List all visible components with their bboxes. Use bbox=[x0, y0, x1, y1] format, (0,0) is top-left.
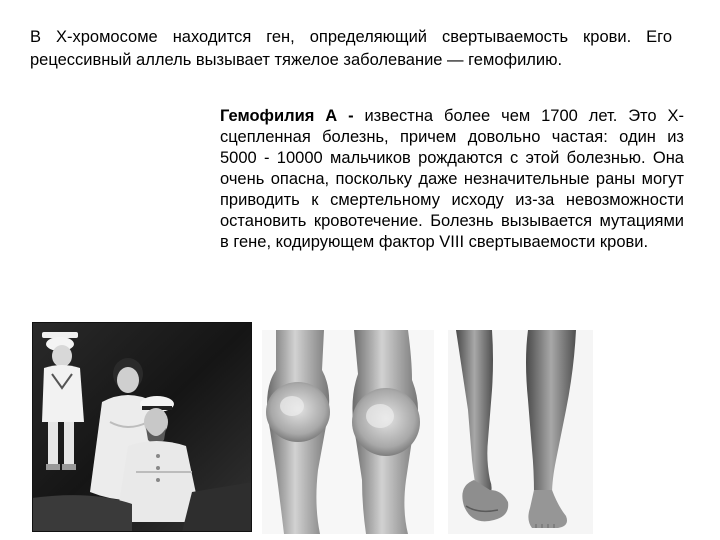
hemophilia-paragraph bbox=[220, 106, 684, 253]
family-photo bbox=[32, 322, 252, 532]
deformed-legs-photo bbox=[448, 330, 593, 534]
intro-paragraph: В Х-хромосоме находится ген, определяющий свертываемость крови. Его рецессивный аллель вызывает тяжелое заболевание — гемофилию. bbox=[30, 28, 672, 69]
swollen-knees-photo bbox=[262, 330, 434, 534]
hemophilia-text: известна более чем 1700 лет. Это Х-сцепленная болезнь, причем довольно частая: один из 5000 - 10000 мальчиков рождаются с этой болезнью. Она очень опасна, поскольку даже незначительные раны могут приводить к смертельному исходу из-за невозможности остановить кровотечение. Болезнь вызывается мутациями в гене, кодирующем фактор VIII свертываемости крови. bbox=[220, 107, 684, 251]
hemophilia-title: Гемофилия А - bbox=[220, 107, 354, 125]
